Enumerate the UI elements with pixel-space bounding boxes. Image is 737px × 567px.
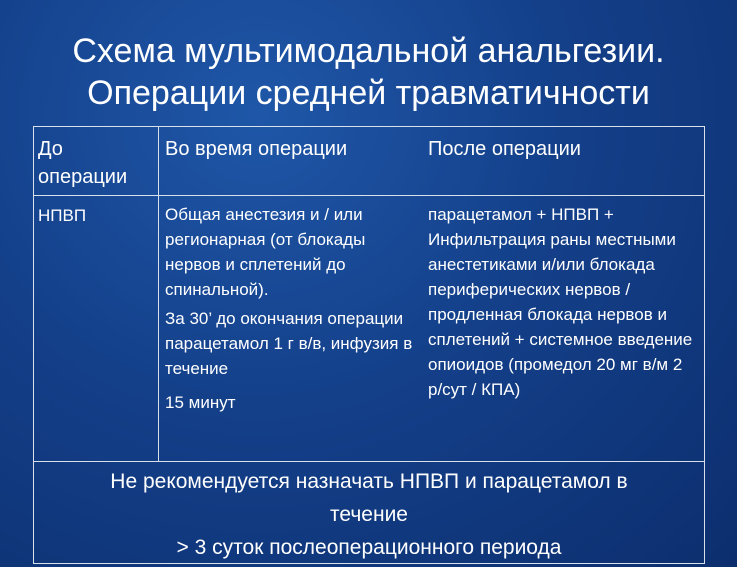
table-divider-footer <box>34 461 704 462</box>
table-divider-col1 <box>158 127 159 461</box>
cell-during-operation <box>165 202 417 415</box>
note-line-2: течение <box>330 503 408 526</box>
header-after-operation: После операции <box>428 138 581 160</box>
cell-after-operation: парацетамол + НПВП + Инфильтрация раны местными анестетиками и/или блокада периферических нервов / продленная блокада нервов и сплетений + системное введение опиоидов (промедол 20 мг в/м 2 р/сут / КПА) <box>428 205 693 399</box>
during-paragraph-1: Общая анестезия и / или регионарная (от блокады нервов и сплетений до спинальной). <box>165 205 366 299</box>
cell-before-operation: НПВП <box>38 206 87 225</box>
header-before-operation: До операции <box>38 138 128 188</box>
slide-title <box>0 30 737 114</box>
note-line-1: Не рекомендуется назначать НПВП и парацетамол в <box>110 470 628 493</box>
title-line-1: Схема мультимодальной анальгезии. <box>72 32 665 70</box>
recommendation-note <box>34 465 704 564</box>
table-divider-header <box>34 195 704 196</box>
title-line-2: Операции средней травматичности <box>87 74 650 112</box>
header-during-operation: Во время операции <box>165 138 348 160</box>
note-line-3: > 3 суток послеоперационного периода <box>176 536 562 559</box>
during-paragraph-2: За 30’ до окончания операции парацетамол 1 г в/в, инфузия в течение <box>165 309 413 378</box>
during-paragraph-3: 15 минут <box>165 393 236 412</box>
analgesia-table <box>33 126 705 564</box>
